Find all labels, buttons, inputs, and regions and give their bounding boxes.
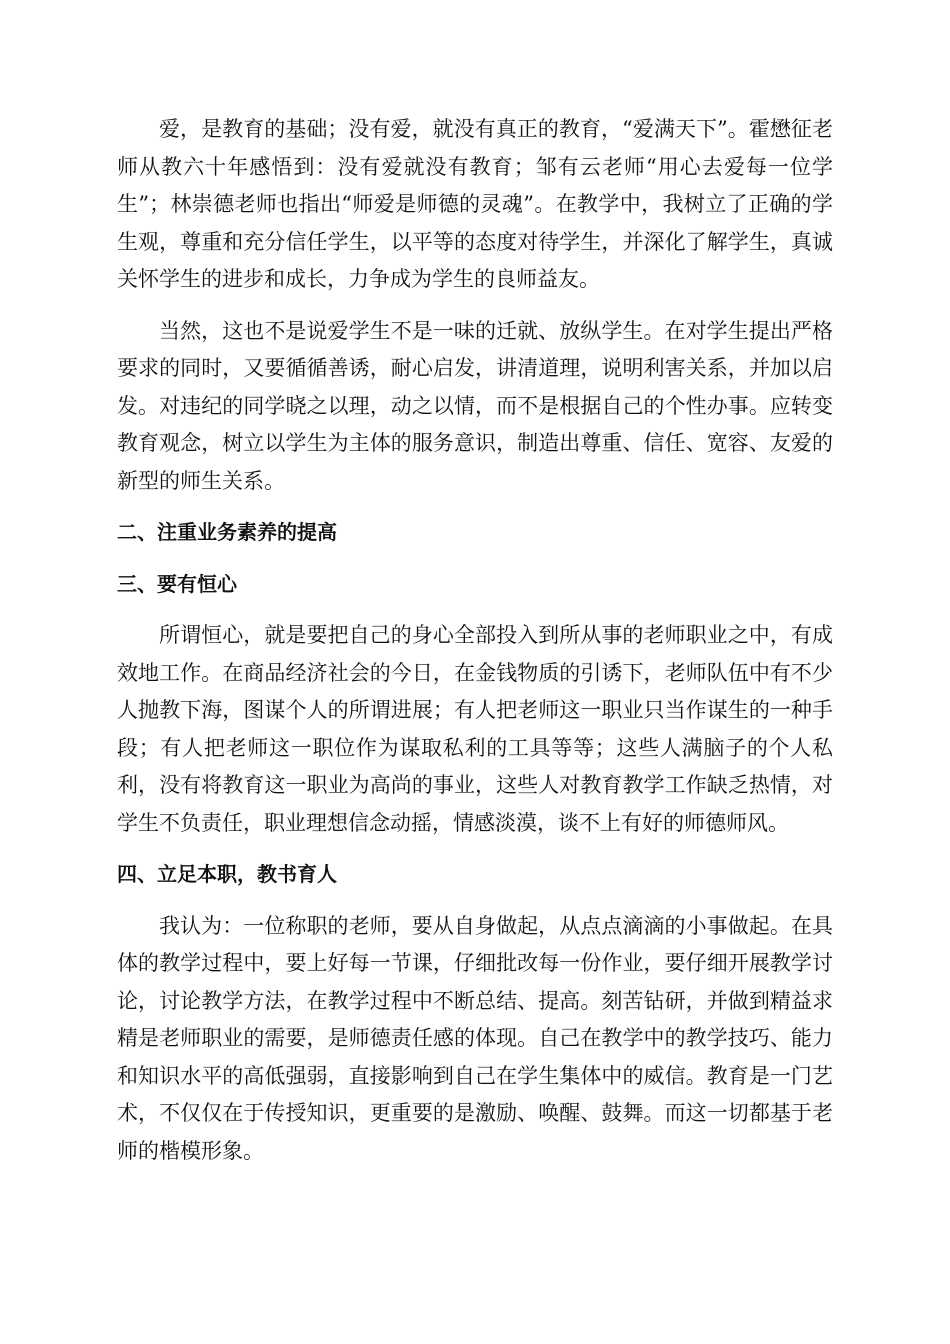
paragraph-strict-requirements: 当然，这也不是说爱学生不是一味的迁就、放纵学生。在对学生提出严格要求的同时，又要循循善诱，耐心启发，讲清道理，说明利害关系，并加以启发。对违纪的同学晓之以理，动之以情，而不是根据自己的个性办事。应转变教育观念，树立以学生为主体的服务意识，制造出尊重、信任、宽容、友爱的新型的师生关系。 bbox=[117, 318, 833, 493]
section-heading-three: 三、要有恒心 bbox=[117, 571, 237, 596]
document-page bbox=[117, 111, 833, 1184]
paragraph-love-foundation: 爱，是教育的基础；没有爱，就没有真正的教育，“爱满天下”。霍懋征老师从教六十年感悟到：没有爱就没有教育；邹有云老师“用心去爱每一位学生”；林崇德老师也指出“师爱是师德的灵魂”。在教学中，我树立了正确的学生观，尊重和充分信任学生，以平等的态度对待学生，并深化了解学生，真诚关怀学生的进步和成长，力争成为学生的良师益友。 bbox=[117, 117, 833, 291]
paragraph-perseverance: 所谓恒心，就是要把自己的身心全部投入到所从事的老师职业之中，有成效地工作。在商品经济社会的今日，在金钱物质的引诱下，老师队伍中有不少人抛教下海，图谋个人的所谓进展；有人把老师这一职业只当作谋生的一种手段；有人把老师这一职位作为谋取私利的工具等等；这些人满脑子的个人私利，没有将教育这一职业为高尚的事业，这些人对教育教学工作缺乏热情，对学生不负责任，职业理想信念动摇，情感淡漠，谈不上有好的师德师风。 bbox=[117, 623, 833, 835]
section-heading-four: 四、立足本职，教书育人 bbox=[117, 862, 337, 886]
paragraph-teaching-duty: 我认为：一位称职的老师，要从自身做起，从点点滴滴的小事做起。在具体的教学过程中，要上好每一节课，仔细批改每一份作业，要仔细开展教学讨论，讨论教学方法，在教学过程中不断总结、提高。刻苦钻研，并做到精益求精是老师职业的需要，是师德责任感的体现。自己在教学中的教学技巧、能力和知识水平的高低强弱，直接影响到自己在学生集体中的威信。教育是一门艺术，不仅仅在于传授知识，更重要的是激励、唤醒、鼓舞。而这一切都基于老师的楷模形象。 bbox=[117, 913, 833, 1163]
section-heading-two: 二、注重业务素养的提高 bbox=[117, 520, 337, 544]
